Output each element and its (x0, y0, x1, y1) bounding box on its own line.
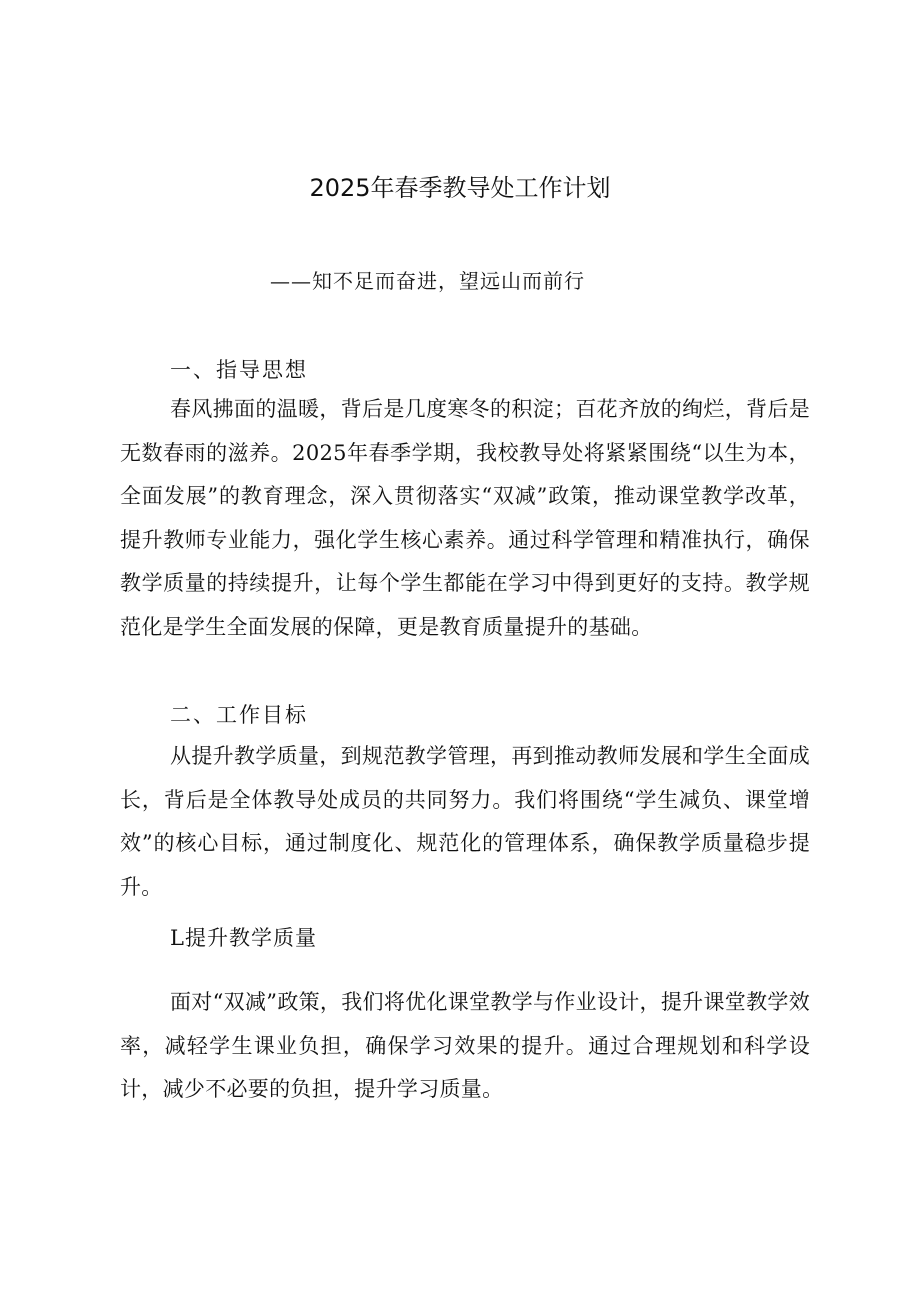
document-subtitle: ——知不足而奋进，望远山而前行 (270, 269, 585, 293)
subsection-heading-teaching-quality: L提升教学质量 (170, 926, 317, 950)
section-paragraph-work-goals: 从提升教学质量，到规范教学管理，再到推动教师发展和学生全面成长，背后是全体教导处成员的共同努力。我们将围绕“学生减负、课堂增效”的核心目标，通过制度化、规范化的管理体系，确保教学质量稳步提升。 (120, 744, 810, 899)
section-heading-work-goals: 二、工作目标 (170, 703, 308, 727)
subsection-paragraph-teaching-quality: 面对“双减”政策，我们将优化课堂教学与作业设计，提升课堂教学效率，减轻学生课业负担，确保学习效果的提升。通过合理规划和科学设计，减少不必要的负担，提升学习质量。 (120, 990, 810, 1101)
section-heading-guiding-ideology: 一、指导思想 (170, 358, 308, 382)
document-title: 2025年春季教导处工作计划 (309, 174, 611, 202)
section-paragraph-guiding-ideology: 春风拂面的温暖，背后是几度寒冬的积淀；百花齐放的绚烂，背后是无数春雨的滋养。2025年春季学期，我校教导处将紧紧围绕“以生为本，全面发展”的教育理念，深入贯彻落实“双减”政策，推动课堂教学改革，提升教师专业能力，强化学生核心素养。通过科学管理和精准执行，确保教学质量的持续提升，让每个学生都能在学习中得到更好的支持。教学规范化是学生全面发展的保障，更是教育质量提升的基础。 (120, 397, 810, 639)
